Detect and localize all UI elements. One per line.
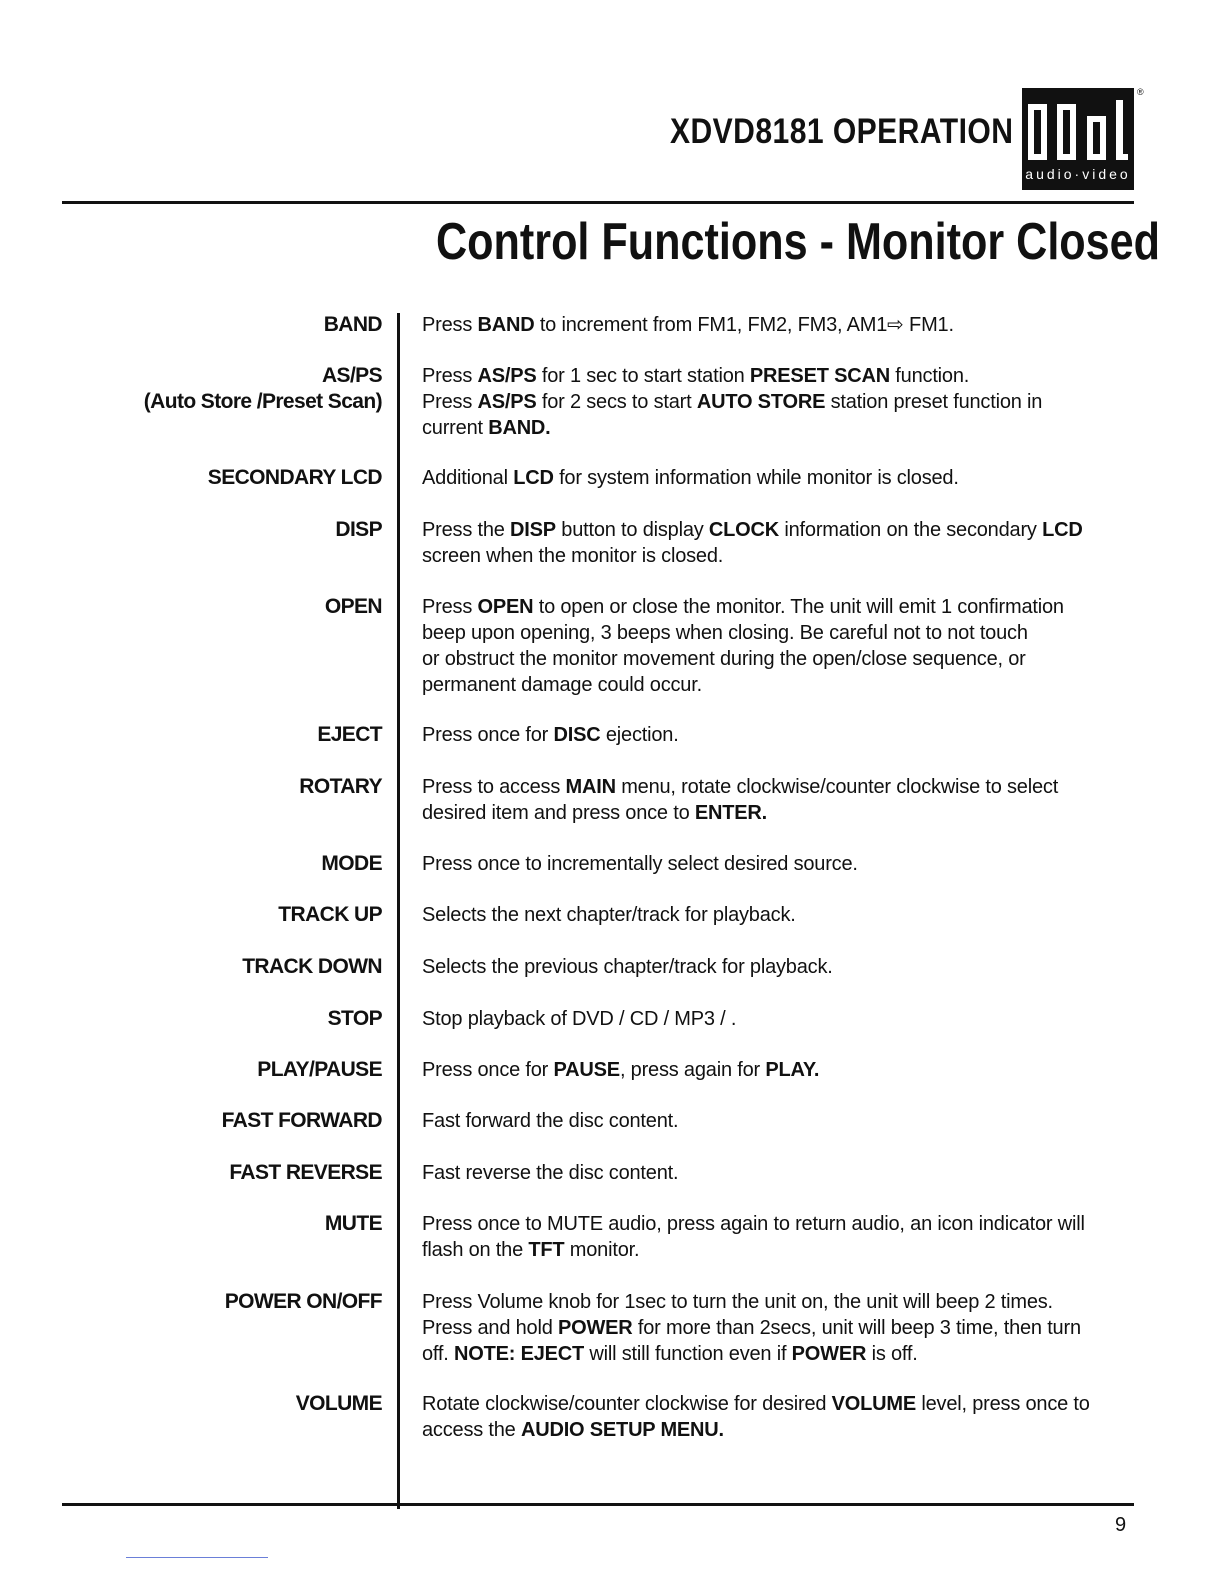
- page-number: 9: [1115, 1514, 1127, 1536]
- function-label-text: TRACK UP: [278, 903, 382, 926]
- description-text: current: [422, 417, 489, 439]
- function-label: [335, 517, 382, 543]
- function-label: [325, 594, 382, 620]
- description-keyword: DISC: [553, 724, 601, 746]
- function-label: [299, 774, 382, 800]
- description-text: beep upon opening, 3 beeps when closing. Be careful not to not touch: [422, 622, 1028, 644]
- description-text: information on the secondary: [779, 519, 1043, 541]
- function-label-text: OPEN: [324, 595, 382, 618]
- description-text: Press: [422, 365, 478, 387]
- description-line: [422, 902, 1122, 928]
- function-label: [144, 363, 382, 415]
- description-text: desired item and press once to: [422, 802, 695, 824]
- description-line: [422, 646, 1122, 672]
- description-keyword: BAND.: [488, 417, 551, 439]
- description-line: [422, 1006, 1122, 1032]
- description-line: [422, 312, 1122, 338]
- description-text: station preset function in: [825, 391, 1043, 413]
- function-label: [222, 1108, 382, 1134]
- registered-mark: ®: [1137, 87, 1144, 97]
- description-text: off.: [422, 1343, 454, 1365]
- function-description: [422, 465, 1122, 491]
- description-text: is off.: [866, 1343, 918, 1365]
- description-keyword: PRESET SCAN: [749, 365, 890, 387]
- description-line: [422, 851, 1122, 877]
- description-keyword: TFT: [528, 1239, 565, 1261]
- logo-letter-d: [1028, 104, 1047, 160]
- description-keyword: PAUSE: [553, 1059, 620, 1081]
- description-text: Fast reverse the disc content.: [422, 1162, 679, 1184]
- description-text: for 1 sec to start station: [536, 365, 750, 387]
- description-text: Press: [422, 596, 478, 618]
- description-keyword: BAND: [477, 314, 535, 336]
- description-text: screen when the monitor is closed.: [422, 545, 724, 567]
- function-description: [422, 1108, 1122, 1134]
- description-line: [422, 465, 1122, 491]
- function-description: [422, 902, 1122, 928]
- description-keyword: MAIN: [565, 776, 616, 798]
- header-rule: [62, 201, 1134, 204]
- description-line: [422, 1057, 1122, 1083]
- logo-subtext: audio·video: [1025, 166, 1131, 182]
- function-label-text: DISP: [335, 518, 382, 541]
- description-line: [422, 1108, 1122, 1134]
- description-text: for system information while monitor is closed.: [553, 467, 959, 489]
- description-text: Press once to MUTE audio, press again to return audio, an icon indicator will: [422, 1213, 1085, 1235]
- description-line: [422, 1289, 1122, 1315]
- function-description: [422, 594, 1122, 698]
- function-label-text: BAND: [323, 313, 382, 336]
- description-text: button to display: [555, 519, 709, 541]
- description-text: level, press once to: [916, 1393, 1090, 1415]
- description-text: ejection.: [600, 724, 679, 746]
- description-keyword: PLAY.: [765, 1059, 820, 1081]
- function-label-text: POWER ON/OFF: [224, 1290, 382, 1313]
- description-text: menu, rotate clockwise/counter clockwise to select: [615, 776, 1059, 798]
- logo-letter-l: [1116, 100, 1128, 160]
- function-description: [422, 363, 1122, 441]
- description-line: [422, 363, 1122, 389]
- description-keyword: ENTER.: [694, 802, 767, 824]
- description-text: Press once for: [422, 1059, 554, 1081]
- function-label-text: FAST REVERSE: [229, 1161, 382, 1184]
- description-text: to open or close the monitor. The unit will emit 1 confirmation: [533, 596, 1064, 618]
- description-keyword: OPEN: [477, 596, 534, 618]
- description-keyword: DISP: [510, 519, 556, 541]
- description-line: [422, 543, 1122, 569]
- function-label: [229, 1160, 382, 1186]
- function-description: [422, 1006, 1122, 1032]
- description-line: [422, 1417, 1122, 1443]
- description-text: Press the: [422, 519, 511, 541]
- description-keyword: LCD: [1042, 519, 1083, 541]
- footer-rule: [62, 1503, 1134, 1506]
- function-description: [422, 1391, 1122, 1443]
- function-label-subtext: (Auto Store /Preset Scan): [143, 390, 382, 413]
- description-text: to increment from FM1, FM2, FM3, AM1⇨ FM1.: [534, 314, 954, 336]
- description-line: [422, 389, 1122, 415]
- description-line: [422, 1211, 1122, 1237]
- description-line: [422, 672, 1122, 698]
- function-description: [422, 954, 1122, 980]
- description-text: Press to access: [422, 776, 566, 798]
- function-label-text: STOP: [327, 1007, 382, 1030]
- function-description: [422, 1289, 1122, 1367]
- description-text: Selects the previous chapter/track for playback.: [422, 956, 833, 978]
- function-label: [321, 851, 382, 877]
- description-text: for more than 2secs, unit will beep 3 time, then turn: [632, 1317, 1081, 1339]
- description-keyword: AUDIO SETUP MENU.: [520, 1419, 724, 1441]
- function-label-text: TRACK DOWN: [242, 955, 382, 978]
- description-text: flash on the: [422, 1239, 529, 1261]
- function-label-text: MODE: [321, 852, 382, 875]
- description-text: for 2 secs to start: [536, 391, 697, 413]
- description-keyword: VOLUME: [831, 1393, 917, 1415]
- description-keyword: POWER: [557, 1317, 633, 1339]
- description-text: Rotate clockwise/counter clockwise for desired: [422, 1393, 832, 1415]
- footer-link-underline: [126, 1557, 268, 1558]
- function-label-text: FAST FORWARD: [221, 1109, 382, 1132]
- description-keyword: CLOCK: [708, 519, 780, 541]
- function-description: [422, 1057, 1122, 1083]
- description-line: [422, 415, 1122, 441]
- header-title: XDVD8181 OPERATION: [670, 112, 1014, 151]
- function-label: [325, 1211, 382, 1237]
- description-line: [422, 954, 1122, 980]
- function-label-text: ROTARY: [299, 775, 382, 798]
- description-keyword: NOTE: EJECT: [454, 1343, 585, 1365]
- function-description: [422, 851, 1122, 877]
- logo-letter-a: [1087, 116, 1106, 160]
- description-text: Stop playback of DVD / CD / MP3 / .: [422, 1008, 737, 1030]
- description-keyword: AUTO STORE: [696, 391, 826, 413]
- description-text: will still function even if: [584, 1343, 792, 1365]
- function-label: [208, 465, 382, 491]
- description-text: or obstruct the monitor movement during the open/close sequence, or: [422, 648, 1026, 670]
- description-line: [422, 800, 1122, 826]
- description-text: Press and hold: [422, 1317, 558, 1339]
- function-label: [225, 1289, 382, 1315]
- description-text: Press Volume knob for 1sec to turn the unit on, the unit will beep 2 times.: [422, 1291, 1053, 1313]
- description-keyword: AS/PS: [477, 391, 537, 413]
- description-text: monitor.: [564, 1239, 640, 1261]
- page-title: Control Functions - Monitor Closed: [436, 213, 1161, 271]
- function-description: [422, 1211, 1122, 1263]
- function-label: [242, 954, 382, 980]
- description-text: function.: [889, 365, 970, 387]
- logo-letter-u: [1057, 104, 1076, 160]
- description-text: access the: [422, 1419, 521, 1441]
- description-text: Selects the next chapter/track for playback.: [422, 904, 796, 926]
- description-text: permanent damage could occur.: [422, 674, 702, 696]
- description-line: [422, 774, 1122, 800]
- description-line: [422, 722, 1122, 748]
- dual-logo: [1022, 88, 1134, 190]
- description-line: [422, 620, 1122, 646]
- function-label: [296, 1391, 382, 1417]
- description-text: , press again for: [619, 1059, 766, 1081]
- description-text: Press once to incrementally select desired source.: [422, 853, 858, 875]
- function-label-text: VOLUME: [295, 1392, 382, 1415]
- description-keyword: AS/PS: [477, 365, 537, 387]
- function-description: [422, 517, 1122, 569]
- description-line: [422, 517, 1122, 543]
- function-description: [422, 774, 1122, 826]
- function-description: [422, 312, 1122, 338]
- function-label-text: SECONDARY LCD: [207, 466, 382, 489]
- function-description: [422, 722, 1122, 748]
- description-line: [422, 1391, 1122, 1417]
- column-divider: [397, 313, 400, 1509]
- function-label-text: PLAY/PAUSE: [257, 1058, 382, 1081]
- description-line: [422, 1160, 1122, 1186]
- function-label: [257, 1057, 382, 1083]
- function-label: [328, 1006, 382, 1032]
- function-label: [317, 722, 382, 748]
- function-label-text: AS/PS: [321, 364, 382, 387]
- description-keyword: POWER: [791, 1343, 867, 1365]
- function-label: [324, 312, 382, 338]
- description-text: Press once for: [422, 724, 554, 746]
- description-line: [422, 1237, 1122, 1263]
- description-text: Press: [422, 314, 478, 336]
- description-line: [422, 1341, 1122, 1367]
- function-label-text: MUTE: [324, 1212, 382, 1235]
- logo-wordmark: [1028, 100, 1128, 160]
- description-line: [422, 1315, 1122, 1341]
- function-label: [278, 902, 382, 928]
- description-line: [422, 594, 1122, 620]
- description-keyword: LCD: [513, 467, 554, 489]
- description-text: Fast forward the disc content.: [422, 1110, 679, 1132]
- function-label-text: EJECT: [317, 723, 382, 746]
- description-text: Press: [422, 391, 478, 413]
- description-text: Additional: [422, 467, 514, 489]
- function-description: [422, 1160, 1122, 1186]
